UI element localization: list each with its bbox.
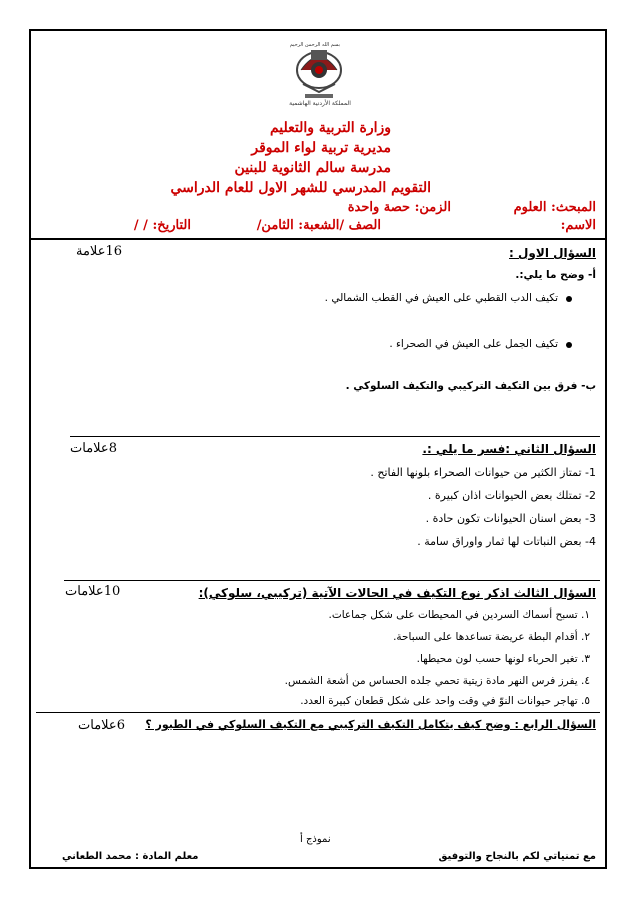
time-field: الزمن: حصة واحدة xyxy=(347,200,451,215)
footer-teacher: معلم المادة : محمد الطعاني xyxy=(62,851,199,862)
q3-item-5: ٥. تهاجر حيوانات النوّ في وقت واحد على شكل قطعان كبيرة العدد. xyxy=(300,695,590,707)
q2-marks: 8علامات xyxy=(70,441,117,456)
q3-item-2: ٢. أقدام البطة عريضة تساعدها على السباحة. xyxy=(393,631,590,643)
q2-item-3: 3- بعض اسنان الحيوانات تكون حادة . xyxy=(425,512,596,525)
q1-divider xyxy=(70,436,600,437)
q3-divider xyxy=(36,712,600,713)
q2-title: السؤال الثاني :فسر ما يلي :. xyxy=(422,442,596,456)
q2-item-2: 2- تمتلك بعض الحيوانات اذان كبيرة . xyxy=(427,489,596,502)
q3-item-4: ٤. يفرز فرس النهر مادة زيتية تحمي جلده الحساس من أشعة الشمس. xyxy=(284,675,590,687)
crest-caption-top: بسم الله الرحمن الرحيم xyxy=(289,42,340,48)
q3-item-1: ١. تسبح أسماك السردين في المحيطات على شكل جماعات. xyxy=(328,609,590,621)
q1-title: السؤال الاول : xyxy=(509,246,596,260)
q1-marks: 16علامة xyxy=(76,244,122,259)
q3-marks: 10علامات xyxy=(65,584,121,599)
q2-divider xyxy=(64,580,600,581)
q3-title: السؤال الثالث اذكر نوع التكيف في الحالات الآتية (تركيبي، سلوكي): xyxy=(198,586,596,600)
q1-bullet-1: تكيف الدب القطبي على العيش في القطب الشمالي . xyxy=(324,292,558,304)
q2-item-1: 1- تمتاز الكثير من حيوانات الصحراء بلونها الفاتح . xyxy=(370,466,596,479)
bullet-icon xyxy=(566,296,572,302)
q3-item-3: ٣. تغير الحرباء لونها حسب لون محيطها. xyxy=(416,653,590,665)
crest-caption-bottom: المملكة الأردنية الهاشمية xyxy=(289,100,351,107)
class-field: الصف /الشعبة: الثامن/ xyxy=(256,218,381,233)
name-field: الاسم: xyxy=(560,218,596,233)
q1-part-a: أ- وضح ما يلي:. xyxy=(515,269,596,281)
q1-part-b: ب- فرق بين التكيف التركيبي والتكيف السلوكي . xyxy=(345,380,596,392)
bullet-icon xyxy=(566,342,572,348)
footer-wish: مع تمنياتي لكم بالنجاح والتوفيق xyxy=(438,851,596,862)
exam-title: التقويم المدرسي للشهر الاول للعام الدراسي xyxy=(170,180,431,196)
directorate-title: مديرية تربية لواء الموقر xyxy=(251,140,391,156)
school-title: مدرسة سالم الثانوية للبنين xyxy=(234,160,391,176)
q1-bullet-2: تكيف الجمل على العيش في الصحراء . xyxy=(389,338,558,350)
model-label: نموذج أ xyxy=(300,834,331,845)
q4-marks: 6علامات xyxy=(78,718,125,733)
q4-title: السؤال الرابع : وضح كيف يتكامل التكيف التركيبي مع التكيف السلوكي في الطيور ؟ xyxy=(145,718,596,731)
date-field: التاريخ: / / xyxy=(133,218,191,233)
ministry-title: وزارة التربية والتعليم xyxy=(269,120,391,136)
header-divider xyxy=(29,238,607,240)
subject-field: المبحث: العلوم xyxy=(513,200,596,215)
q2-item-4: 4- بعض النباتات لها ثمار واوراق سامة . xyxy=(417,535,596,548)
